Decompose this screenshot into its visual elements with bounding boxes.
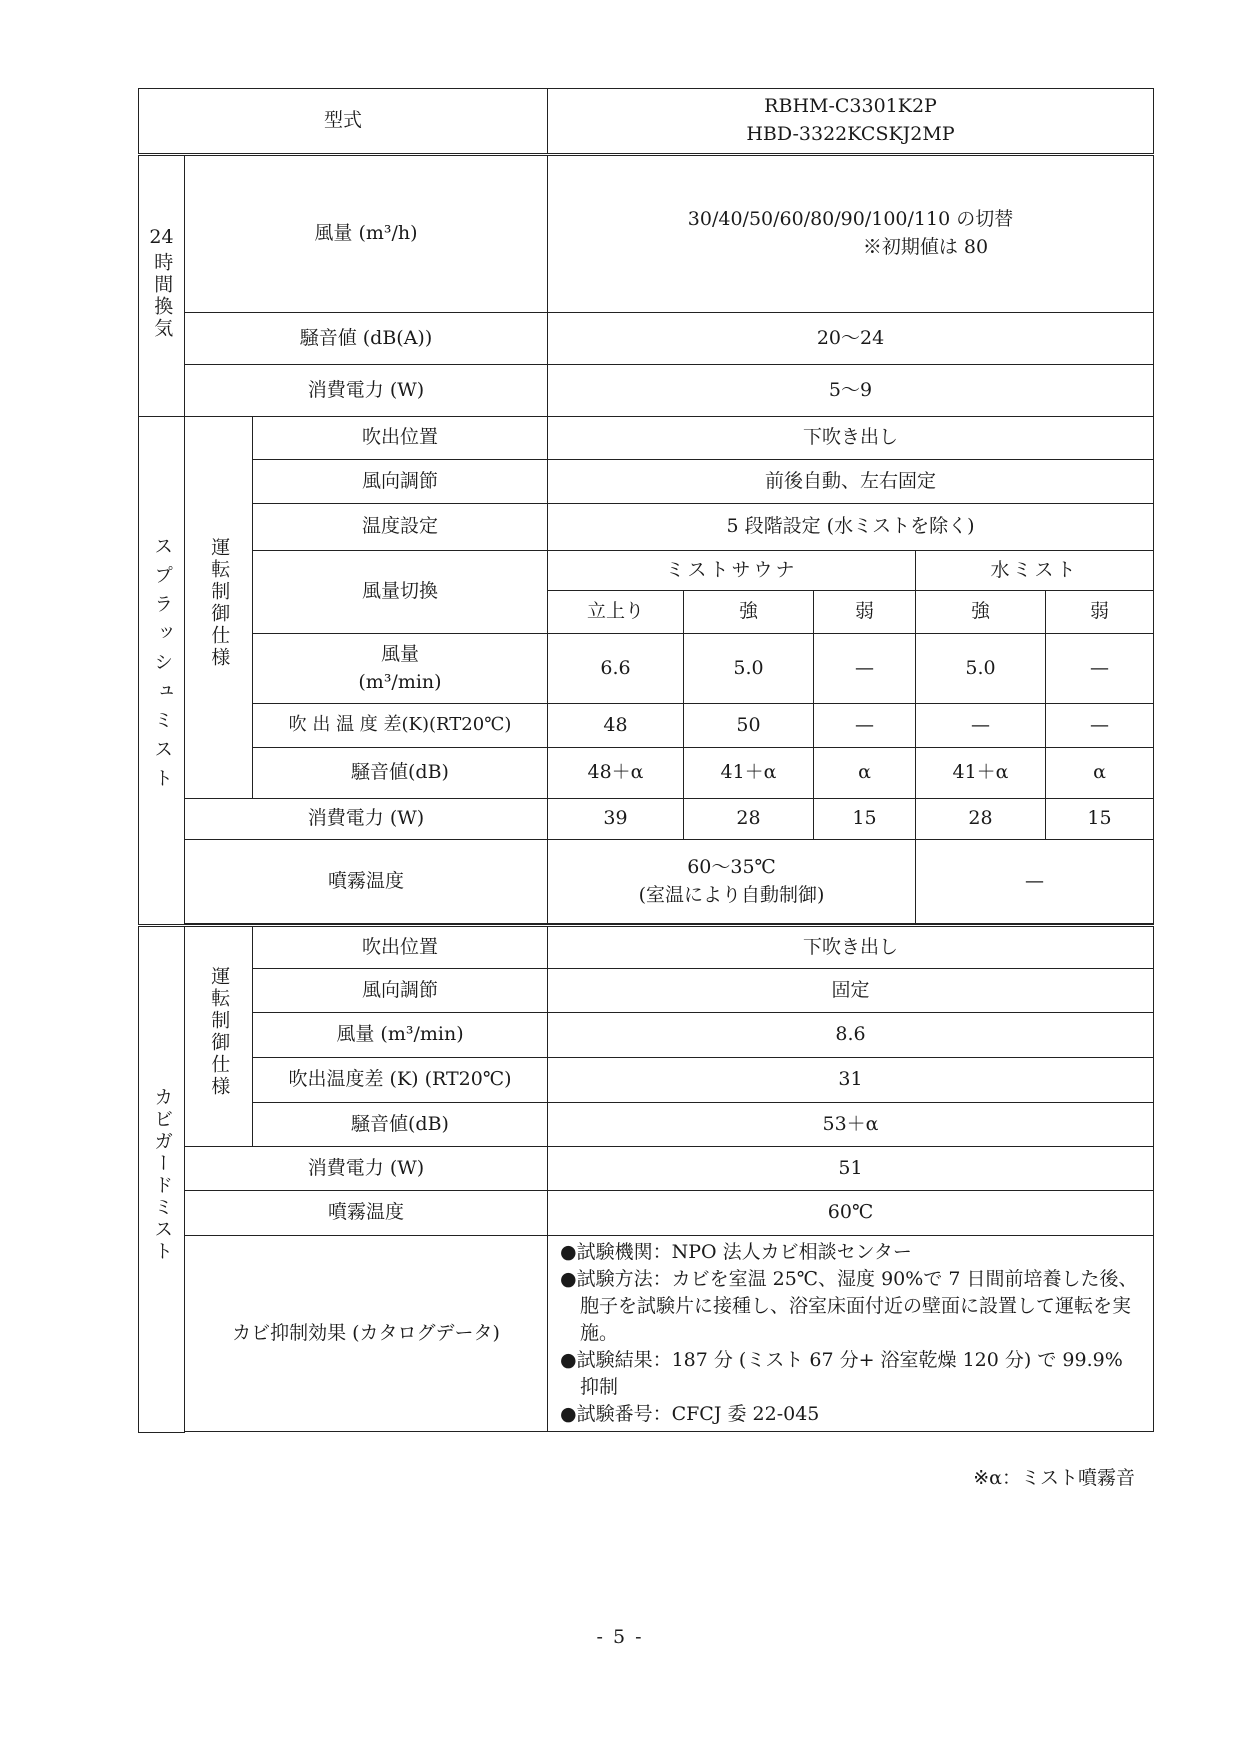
splash-temp-value: 5 段階設定 (水ミストを除く): [548, 504, 1154, 551]
splash-temp-label: 温度設定: [253, 504, 548, 551]
splash-outlet-label: 吹出位置: [253, 417, 548, 460]
kabi-airflow-label: 風量 (m³/min): [253, 1013, 548, 1058]
kabi-section-text: カビガードミスト: [151, 1086, 174, 1263]
splash-col-header: 立上り: [548, 591, 684, 634]
splash-airflow-value: 5.0: [684, 634, 814, 704]
splash-group-water: 水ミスト: [916, 551, 1154, 591]
model-label: 型式: [139, 89, 548, 155]
splash-noise-value: 48＋α: [548, 748, 684, 799]
kabi-tempdiff-value: 31: [548, 1058, 1154, 1103]
splash-direction-label: 風向調節: [253, 460, 548, 504]
vent24-section-label: [139, 155, 185, 417]
kabi-effect-label: カビ抑制効果 (カタログデータ): [185, 1236, 548, 1432]
vent24-power-value: 5〜9: [548, 365, 1154, 417]
kabi-tempdiff-label: 吹出温度差 (K) (RT20℃): [253, 1058, 548, 1103]
vent24-airflow-label: 風量 (m³/h): [185, 155, 548, 313]
splash-airflow-value: 5.0: [916, 634, 1046, 704]
splash-airflow-label-1: 風量: [380, 642, 419, 665]
splash-power-value: 28: [684, 799, 814, 840]
splash-tempdiff-value: 48: [548, 704, 684, 748]
splash-outlet-value: 下吹き出し: [548, 417, 1154, 460]
kabi-spray-value: 60℃: [548, 1191, 1154, 1236]
vent24-airflow-value: [548, 155, 1154, 313]
splash-airflow-value: 6.6: [548, 634, 684, 704]
splash-section-label: [139, 417, 185, 926]
splash-spray-value-2: (室温により自動制御): [638, 883, 825, 906]
kabi-direction-label: 風向調節: [253, 969, 548, 1013]
footnote: ※α：ミスト噴霧音: [973, 1467, 1135, 1489]
splash-tempdiff-label: 吹 出 温 度 差(K)(RT20℃): [253, 704, 548, 748]
kabi-outlet-value: 下吹き出し: [548, 926, 1154, 969]
splash-noise-value: 41＋α: [916, 748, 1046, 799]
kabi-noise-value: 53＋α: [548, 1103, 1154, 1147]
splash-power-value: 15: [1046, 799, 1154, 840]
splash-tempdiff-value: —: [1046, 704, 1154, 748]
splash-col-header: 強: [916, 591, 1046, 634]
model-line-1: RBHM-C3301K2P: [764, 95, 937, 118]
kabi-effect-note: ●試験方法：カビを室温 25℃、湿度 90%で 7 日間前培養した後、胞子を試験片に接種し、浴室床面付近の壁面に設置して運転を実施。: [560, 1268, 1138, 1345]
splash-power-label: 消費電力 (W): [185, 799, 548, 840]
splash-power-value: 28: [916, 799, 1046, 840]
kabi-op-label: [185, 926, 253, 1147]
splash-airflow-value: —: [814, 634, 916, 704]
splash-spray-value-1: 60〜35℃: [687, 855, 776, 878]
splash-col-header: 強: [684, 591, 814, 634]
model-value: [548, 89, 1154, 155]
kabi-noise-label: 騒音値(dB): [253, 1103, 548, 1147]
splash-tempdiff-value: —: [814, 704, 916, 748]
vent24-airflow-options: 30/40/50/60/80/90/100/110 の切替: [687, 208, 1014, 231]
splash-tempdiff-value: —: [916, 704, 1046, 748]
kabi-effect-notes: [548, 1236, 1154, 1432]
splash-airflow-label: [253, 634, 548, 704]
splash-noise-value: 41＋α: [684, 748, 814, 799]
splash-op-label: [185, 417, 253, 799]
splash-spray-water-value: —: [916, 840, 1154, 924]
kabi-spray-label: 噴霧温度: [185, 1191, 548, 1236]
splash-tempdiff-value: 50: [684, 704, 814, 748]
vent24-power-label: 消費電力 (W): [185, 365, 548, 417]
vent24-section-num: 24: [149, 225, 174, 248]
kabi-power-label: 消費電力 (W): [185, 1147, 548, 1191]
splash-power-value: 15: [814, 799, 916, 840]
vent24-noise-value: 20〜24: [548, 313, 1154, 365]
spec-table: [138, 88, 1154, 1433]
splash-col-header: 弱: [814, 591, 916, 634]
vent24-section-text: 時間換気: [151, 251, 174, 340]
splash-spray-value: [548, 840, 916, 924]
splash-noise-value: α: [1046, 748, 1154, 799]
splash-noise-label: 騒音値(dB): [253, 748, 548, 799]
kabi-direction-value: 固定: [548, 969, 1154, 1013]
model-line-2: HBD-3322KCSKJ2MP: [746, 123, 955, 145]
splash-col-header: 弱: [1046, 591, 1154, 634]
kabi-section-label: [139, 926, 185, 1433]
splash-group-sauna: ミストサウナ: [548, 551, 916, 591]
splash-noise-value: α: [814, 748, 916, 799]
splash-section-text: スプラッシュミスト: [151, 535, 174, 797]
splash-direction-value: 前後自動、左右固定: [548, 460, 1154, 504]
splash-op-text: 運転制御仕様: [208, 537, 231, 670]
splash-airflow-label-2: (m³/min): [358, 670, 442, 693]
splash-switch-label: 風量切換: [253, 551, 548, 634]
splash-airflow-value: —: [1046, 634, 1154, 704]
kabi-op-text: 運転制御仕様: [208, 966, 231, 1099]
splash-spray-label: 噴霧温度: [185, 840, 548, 924]
splash-power-value: 39: [548, 799, 684, 840]
kabi-airflow-value: 8.6: [548, 1013, 1154, 1058]
vent24-noise-label: 騒音値 (dB(A)): [185, 313, 548, 365]
kabi-effect-note: ●試験結果：187 分 (ミスト 67 分+ 浴室乾燥 120 分) で 99.9%抑制: [560, 1348, 1123, 1398]
kabi-effect-note: ●試験機関：NPO 法人カビ相談センター: [560, 1241, 912, 1264]
kabi-power-value: 51: [548, 1147, 1154, 1191]
kabi-outlet-label: 吹出位置: [253, 926, 548, 969]
vent24-airflow-default: ※初期値は 80: [862, 236, 989, 258]
kabi-effect-note: ●試験番号：CFCJ 委 22-045: [560, 1402, 820, 1425]
page-number: - 5 -: [596, 1626, 644, 1648]
